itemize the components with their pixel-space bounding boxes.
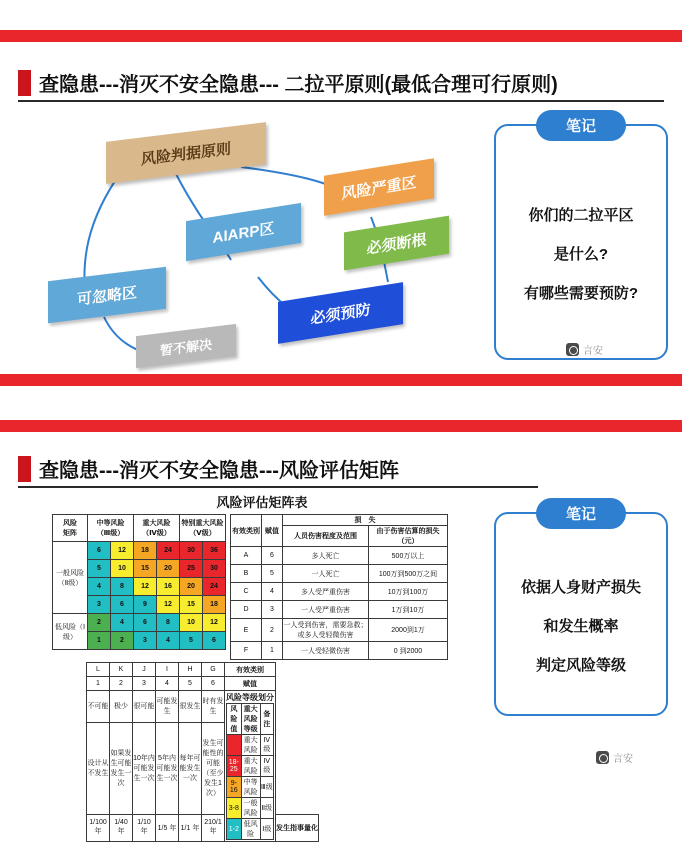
legend-row xyxy=(227,798,274,819)
likelihood-letter: L xyxy=(87,663,110,677)
title-marker-icon xyxy=(18,456,31,482)
matrix-grid-area xyxy=(52,514,226,650)
cons-header-class: 有效类别 xyxy=(231,515,262,547)
note-card-1 xyxy=(494,118,668,360)
node-risk-principle: 风险判据原则 xyxy=(106,122,266,184)
likelihood-rate: 1/100 年 xyxy=(87,814,110,841)
matrix-cell: 18 xyxy=(134,542,157,560)
likelihood-header-rate: 发生指事量化 xyxy=(276,814,319,841)
legend-range xyxy=(227,735,242,756)
matrix-cell: 24 xyxy=(157,542,180,560)
consequence-row xyxy=(231,583,448,601)
legend-row xyxy=(227,777,274,798)
col-header-medium: 中等风险 （Ⅲ级） xyxy=(88,515,134,542)
cons-money: 100万到500万之间 xyxy=(369,565,448,583)
note-body-2 xyxy=(496,544,666,706)
likelihood-name: 极少 xyxy=(110,691,133,723)
matrix-cell: 10 xyxy=(180,614,203,632)
consequence-row xyxy=(231,601,448,619)
matrix-cell: 3 xyxy=(134,632,157,650)
watermark-2 xyxy=(596,750,633,765)
matrix-grid xyxy=(52,514,226,650)
note-card-2 xyxy=(494,506,668,716)
cons-value: 6 xyxy=(262,547,283,565)
legend-level: 中等风险 xyxy=(241,777,260,798)
matrix-cell: 30 xyxy=(180,542,203,560)
node-severe-risk-zone: 风险严重区 xyxy=(324,158,434,215)
legend-header-note: 备注 xyxy=(260,704,273,735)
node-must-prevent: 必须预防 xyxy=(278,282,403,344)
matrix-cell: 5 xyxy=(180,632,203,650)
legend-table xyxy=(226,703,274,840)
likelihood-name: 不可能 xyxy=(87,691,110,723)
likelihood-desc: 5年内可能发生一次 xyxy=(156,722,179,814)
consequence-row xyxy=(231,642,448,660)
matrix-cell: 36 xyxy=(203,542,226,560)
cons-value: 3 xyxy=(262,601,283,619)
cons-money: 10万到100万 xyxy=(369,583,448,601)
matrix-cell: 24 xyxy=(203,578,226,596)
note-line: 判定风险等级 xyxy=(535,656,626,674)
legend-level: 一般风险 xyxy=(241,798,260,819)
likelihood-value: 2 xyxy=(110,677,133,691)
cons-money: 1万到10万 xyxy=(369,601,448,619)
likelihood-rate: 210/1 年 xyxy=(202,814,225,841)
matrix-cell: 20 xyxy=(180,578,203,596)
matrix-cell: 6 xyxy=(134,614,157,632)
matrix-cell: 16 xyxy=(157,578,180,596)
matrix-cell: 4 xyxy=(157,632,180,650)
matrix-cell: 8 xyxy=(111,578,134,596)
likelihood-name: 很可能 xyxy=(133,691,156,723)
matrix-cell: 1 xyxy=(88,632,111,650)
matrix-cell: 4 xyxy=(111,614,134,632)
matrix-cell: 5 xyxy=(88,560,111,578)
likelihood-letter: G xyxy=(202,663,225,677)
cons-code: B xyxy=(231,565,262,583)
note-line: 依据人身财产损失 xyxy=(520,578,641,596)
legend-note: Ⅳ级 xyxy=(260,735,273,756)
watermark-text: 言安 xyxy=(583,346,603,357)
page-title-1: 查隐患---消灭不安全隐患--- 二拉平原则(最低合理可行原则) xyxy=(39,74,558,96)
matrix-cell: 2 xyxy=(88,614,111,632)
consequence-row xyxy=(231,565,448,583)
matrix-cell: 12 xyxy=(134,578,157,596)
matrix-cell: 6 xyxy=(111,596,134,614)
top-red-bar-lower xyxy=(0,374,682,386)
matrix-cell: 6 xyxy=(203,632,226,650)
consequence-table xyxy=(230,514,448,660)
likelihood-rate: 1/1 年 xyxy=(179,814,202,841)
note-line: 和发生概率 xyxy=(543,617,619,635)
cons-code: D xyxy=(231,601,262,619)
cons-money: 500万以上 xyxy=(369,547,448,565)
matrix-cell: 20 xyxy=(157,560,180,578)
legend-range: 1-2 xyxy=(227,819,242,840)
watermark-1 xyxy=(566,342,603,357)
matrix-cell: 25 xyxy=(180,560,203,578)
watermark-text: 言安 xyxy=(613,754,633,765)
likelihood-letter: I xyxy=(156,663,179,677)
matrix-cell: 18 xyxy=(203,596,226,614)
cons-value: 4 xyxy=(262,583,283,601)
cons-desc: 一人受严重伤害 xyxy=(283,601,369,619)
cons-header-money: 由于伤害估算的损失（元） xyxy=(369,526,448,547)
matrix-corner-header: 风险 矩阵 xyxy=(53,515,88,542)
matrix-cell: 12 xyxy=(203,614,226,632)
note-line: 你们的二拉平区 xyxy=(528,206,634,224)
likelihood-name: 可能发生 xyxy=(156,691,179,723)
cons-header-loss: 损 失 xyxy=(283,515,448,526)
matrix-cell: 15 xyxy=(134,560,157,578)
node-must-root-out: 必须断根 xyxy=(344,216,449,271)
matrix-title: 风险评估矩阵表 xyxy=(216,495,308,510)
cons-code: F xyxy=(231,642,262,660)
likelihood-name: 时有发生 xyxy=(202,691,225,723)
risk-principle-diagram xyxy=(26,112,476,362)
likelihood-rate: 1/40 年 xyxy=(110,814,133,841)
title-underline-1 xyxy=(18,100,664,102)
cons-value: 5 xyxy=(262,565,283,583)
likelihood-rate-row xyxy=(87,814,319,841)
cons-header-value: 赋值 xyxy=(262,515,283,547)
likelihood-value: 1 xyxy=(87,677,110,691)
likelihood-value: 3 xyxy=(133,677,156,691)
likelihood-desc: 每年可能发生一次 xyxy=(179,722,202,814)
matrix-row xyxy=(53,542,226,560)
row-group-low: 低风险（Ⅰ级） xyxy=(53,614,88,650)
note-line: 有哪些需要预防? xyxy=(523,284,639,302)
node-postpone: 暂不解决 xyxy=(136,324,236,368)
consequence-row xyxy=(231,547,448,565)
likelihood-letter: J xyxy=(133,663,156,677)
legend-block xyxy=(225,691,276,842)
legend-range: 18-25 xyxy=(227,756,242,777)
slide2-title-row xyxy=(18,454,664,483)
title-underline-2 xyxy=(18,486,538,488)
matrix-cell: 15 xyxy=(180,596,203,614)
likelihood-header-class: 有效类别 xyxy=(225,663,276,677)
cons-money: 0 到2000 xyxy=(369,642,448,660)
node-negligible-zone: 可忽略区 xyxy=(48,267,166,323)
note-header-2: 笔记 xyxy=(536,498,626,529)
legend-level: 重大风险 xyxy=(241,735,260,756)
cons-desc: 一人受到伤害，需要急救；或多人受轻微伤害 xyxy=(283,619,369,642)
legend-level: 重大风险 xyxy=(241,756,260,777)
cons-money: 2000到1万 xyxy=(369,619,448,642)
legend-note: Ⅰ级 xyxy=(260,819,273,840)
col-header-extreme: 特别重大风险 （Ⅴ级） xyxy=(180,515,226,542)
node-aiarp-zone: AIARP区 xyxy=(186,203,301,261)
likelihood-names-row xyxy=(87,691,319,723)
matrix-cell: 8 xyxy=(157,614,180,632)
likelihood-rate: 1/5 年 xyxy=(156,814,179,841)
legend-header-level: 重大风险等级 xyxy=(241,704,260,735)
matrix-row xyxy=(53,614,226,632)
slide-top xyxy=(0,0,682,388)
cons-code: C xyxy=(231,583,262,601)
legend-title: 风险等级划分 xyxy=(226,693,274,702)
matrix-cell: 12 xyxy=(157,596,180,614)
likelihood-name: 很发生 xyxy=(179,691,202,723)
cons-value: 1 xyxy=(262,642,283,660)
legend-note: Ⅲ级 xyxy=(260,777,273,798)
consequence-area xyxy=(230,514,448,660)
note-body-1 xyxy=(496,156,666,350)
bottom-red-bar-upper xyxy=(0,420,682,432)
likelihood-desc: 设计从不发生 xyxy=(87,722,110,814)
likelihood-letter: H xyxy=(179,663,202,677)
likelihood-value: 5 xyxy=(179,677,202,691)
legend-row xyxy=(227,819,274,840)
legend-note: Ⅳ级 xyxy=(260,756,273,777)
watermark-logo-icon xyxy=(566,343,579,356)
watermark-logo-icon xyxy=(596,751,609,764)
legend-header-value: 风险值 xyxy=(227,704,242,735)
matrix-cell: 10 xyxy=(111,560,134,578)
cons-code: E xyxy=(231,619,262,642)
legend-note: Ⅱ级 xyxy=(260,798,273,819)
col-header-major: 重大风险 （Ⅳ级） xyxy=(134,515,180,542)
matrix-cell: 2 xyxy=(111,632,134,650)
likelihood-value: 6 xyxy=(202,677,225,691)
likelihood-desc: 如果发生可能发生一次 xyxy=(110,722,133,814)
title-marker-icon xyxy=(18,70,31,96)
note-header-1: 笔记 xyxy=(536,110,626,141)
likelihood-desc: 10年内可能发生一次 xyxy=(133,722,156,814)
likelihood-values-row xyxy=(87,677,319,691)
matrix-cell: 3 xyxy=(88,596,111,614)
matrix-cell: 30 xyxy=(203,560,226,578)
cons-desc: 一人受轻微伤害 xyxy=(283,642,369,660)
legend-level: 低风险 xyxy=(241,819,260,840)
likelihood-desc-row xyxy=(87,722,319,814)
legend-row xyxy=(227,735,274,756)
cons-desc: 多人死亡 xyxy=(283,547,369,565)
likelihood-header-value: 赋值 xyxy=(225,677,276,691)
matrix-cell: 9 xyxy=(134,596,157,614)
likelihood-desc: 发生可能性的可能（至少发生1次） xyxy=(202,722,225,814)
slide1-title-row xyxy=(18,68,664,97)
legend-row xyxy=(227,756,274,777)
likelihood-value: 4 xyxy=(156,677,179,691)
matrix-cell: 12 xyxy=(111,542,134,560)
page-title-2: 查隐患---消灭不安全隐患---风险评估矩阵 xyxy=(39,460,399,482)
row-group-general: 一般风险（Ⅱ级） xyxy=(53,542,88,614)
likelihood-table xyxy=(86,662,319,842)
slide-bottom xyxy=(0,392,682,838)
risk-matrix-block xyxy=(52,492,472,842)
cons-desc: 多人受严重伤害 xyxy=(283,583,369,601)
note-line: 是什么? xyxy=(553,245,609,263)
cons-header-injury: 人员伤害程度及范围 xyxy=(283,526,369,547)
top-red-bar-upper xyxy=(0,30,682,42)
legend-range: 9-16 xyxy=(227,777,242,798)
cons-value: 2 xyxy=(262,619,283,642)
matrix-cell: 6 xyxy=(88,542,111,560)
cons-code: A xyxy=(231,547,262,565)
cons-desc: 一人死亡 xyxy=(283,565,369,583)
consequence-row xyxy=(231,619,448,642)
matrix-cell: 4 xyxy=(88,578,111,596)
legend-range: 3-8 xyxy=(227,798,242,819)
likelihood-rate: 1/10 年 xyxy=(133,814,156,841)
likelihood-letter: K xyxy=(110,663,133,677)
likelihood-letters-row xyxy=(87,663,319,677)
